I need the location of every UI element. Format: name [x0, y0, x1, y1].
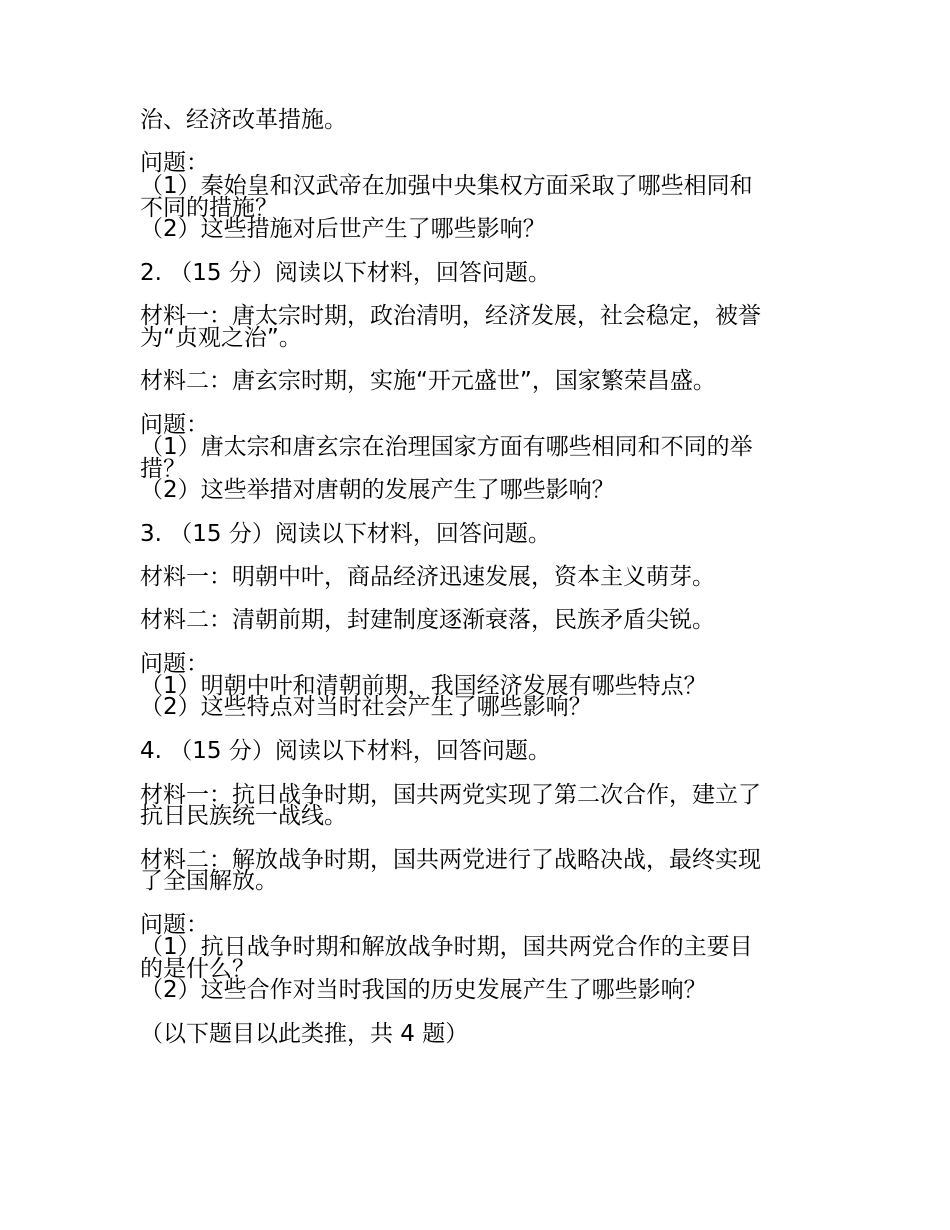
footer-note: （以下题目以此类推，共 4 题）: [140, 1021, 469, 1047]
material-text: 抗日民族统一战线。: [140, 803, 347, 829]
material-text: 材料二：清朝前期，封建制度逐渐衰落，民族矛盾尖锐。: [140, 607, 715, 633]
text-line: （1）抗日战争时期和解放战争时期，国共两党合作的主要目: [140, 934, 753, 960]
material-text: 材料二：解放战争时期，国共两党进行了战略决战，最终实现: [140, 847, 761, 873]
material-text: 材料一：明朝中叶，商品经济迅速发展，资本主义萌芽。: [140, 564, 715, 590]
text-line: （1）明朝中叶和清朝前期，我国经济发展有哪些特点？: [140, 673, 707, 699]
question-heading: 问题：: [140, 412, 209, 438]
question-number-2: 2. （15 分）阅读以下材料，回答问题。: [140, 260, 551, 286]
question-number-3: 3. （15 分）阅读以下材料，回答问题。: [140, 521, 551, 547]
question-heading: 问题：: [140, 150, 209, 176]
material-text: 材料一：唐太宗时期，政治清明，经济发展，社会稳定，被誉: [140, 303, 761, 329]
text-line: （2）这些措施对后世产生了哪些影响？: [140, 216, 546, 242]
material-text: 材料一：抗日战争时期，国共两党实现了第二次合作，建立了: [140, 782, 761, 808]
question-number-4: 4. （15 分）阅读以下材料，回答问题。: [140, 738, 551, 764]
text-line: （2）这些合作对当时我国的历史发展产生了哪些影响？: [140, 977, 707, 1003]
text-line: （1）秦始皇和汉武帝在加强中央集权方面采取了哪些相同和: [140, 173, 753, 199]
text-line: 不同的措施？: [140, 195, 278, 221]
text-line: （1）唐太宗和唐玄宗在治理国家方面有哪些相同和不同的举: [140, 434, 753, 460]
text-line: 的是什么？: [140, 956, 255, 982]
material-text: 了全国解放。: [140, 868, 278, 894]
question-heading: 问题：: [140, 651, 209, 677]
text-line: 治、经济改革措施。: [140, 107, 347, 133]
material-text: 材料二：唐玄宗时期，实施“开元盛世”，国家繁荣昌盛。: [140, 368, 716, 394]
material-text: 为“贞观之治”。: [140, 325, 302, 351]
text-line: 措？: [140, 456, 186, 482]
text-line: （2）这些举措对唐朝的发展产生了哪些影响？: [140, 477, 615, 503]
question-heading: 问题：: [140, 912, 209, 938]
text-line: （2）这些特点对当时社会产生了哪些影响？: [140, 694, 592, 720]
